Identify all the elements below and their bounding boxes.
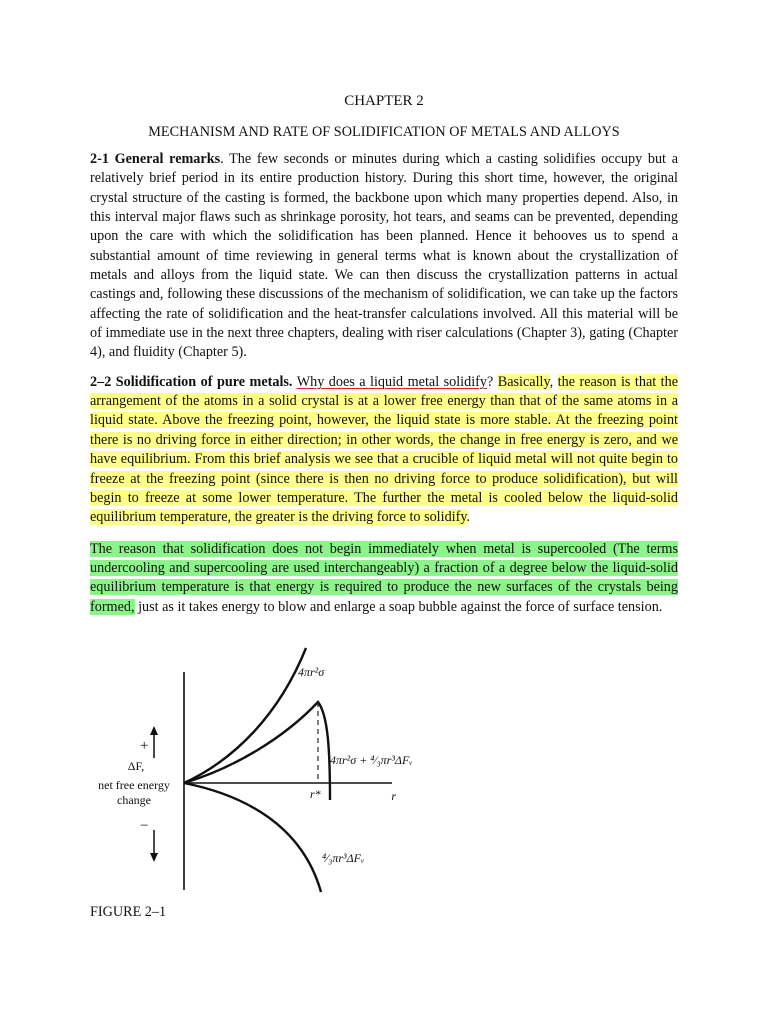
supercooling-rest-text: just as it takes energy to blow and enlarge a soap bubble against the force of surface tension.: [134, 598, 663, 615]
label-surface-energy: 4πr²σ: [298, 665, 325, 679]
figure-2-1: [84, 640, 413, 900]
chapter-title: CHAPTER 2: [344, 93, 424, 109]
label-plus: +: [140, 738, 149, 754]
section-title-general-remarks: 2-1 General remarks: [90, 151, 221, 167]
underlined-question: Why does a liquid metal solidify: [296, 373, 487, 390]
highlight-basically: Basically: [497, 373, 550, 390]
general-remarks-text: . The few seconds or minutes during which a casting solidifies occupy but a relatively brief period in its entire production history. During this short time, however, the original crystal structure of the casting is formed, the backbone upon which many properties depend. Also, in this interval major flaws such as shrinkage porosity, hot tears, and seams can be prevented, depending upon the care with which the solidification has been planned. Hence it behooves us to spend a substantial amount of time reviewing in general terms what is known about the crystallization of metals and alloys from the liquid state. We can then discuss the crystallization patterns in actual castings and, following these discussions of the mechanism of solidification, we can take up the factors affecting the rate of solidification and the heat-transfer calculations involved. All this material will be of immediate use in the next three chapters, dealing with riser calculations (Chapter 3), gating (Chapter 4), and fluidity (Chapter 5).: [90, 151, 678, 361]
figure-caption: FIGURE 2–1: [90, 904, 167, 920]
highlight-yellow-passage: the reason is that the arrangement of the atoms in a solid crystal is at a lower free energy than that of the same atoms in a liquid state. Above the freezing point, however, the liquid state is more stable. At the freezing point there is no driving force in either direction; in other words, the change in free energy is zero, and we have equilibrium. From this brief analysis we see that a crucible of liquid metal will not quite begin to freeze at the freezing point (since there is then no driving force to produce solidification), but will begin to freeze at some lower temperature. The further the metal is cooled below the liquid-solid equilibrium temperature, the greater is the driving force to solidify: [90, 373, 679, 526]
label-volume-energy: ⁴⁄₃πr³ΔFᵥ: [322, 851, 365, 865]
free-energy-diagram: [84, 640, 413, 900]
paragraph-supercooling: [90, 540, 678, 617]
net-energy-curve: [184, 702, 330, 800]
chapter-heading: MECHANISM AND RATE OF SOLIDIFICATION OF METALS AND ALLOYS: [148, 124, 620, 140]
paragraph-general-remarks: [90, 150, 678, 363]
highlight-green-passage: The reason that solidification does not begin immediately when metal is supercooled (The terms undercooling and supercooling are used interchangeably) a fraction of a degree below the liquid-solid equilibrium temperature is that energy is required to produce the new surfaces of the crystals being formed,: [90, 540, 678, 615]
label-critical-radius: r*: [310, 787, 321, 801]
label-minus: −: [140, 818, 149, 834]
label-net-free-energy: net free energy: [98, 778, 170, 792]
surface-energy-curve: [184, 648, 306, 783]
question-mark: ?: [486, 373, 494, 390]
comma: ,: [549, 373, 554, 390]
section-title-pure-metals: 2–2 Solidification of pure metals.: [90, 373, 293, 390]
label-delta-f: ΔF,: [127, 759, 145, 773]
label-net-energy: 4πr²σ + ⁴⁄₃πr³ΔFᵥ: [330, 753, 413, 767]
volume-energy-curve: [184, 783, 321, 892]
label-radius: r: [391, 789, 396, 803]
paragraph-solidification-pure-metals: [90, 373, 678, 528]
up-arrow-icon: [150, 726, 158, 735]
document-body: [90, 92, 678, 617]
label-change: change: [117, 793, 151, 807]
down-arrow-icon: [150, 853, 158, 862]
period: .: [466, 509, 471, 526]
